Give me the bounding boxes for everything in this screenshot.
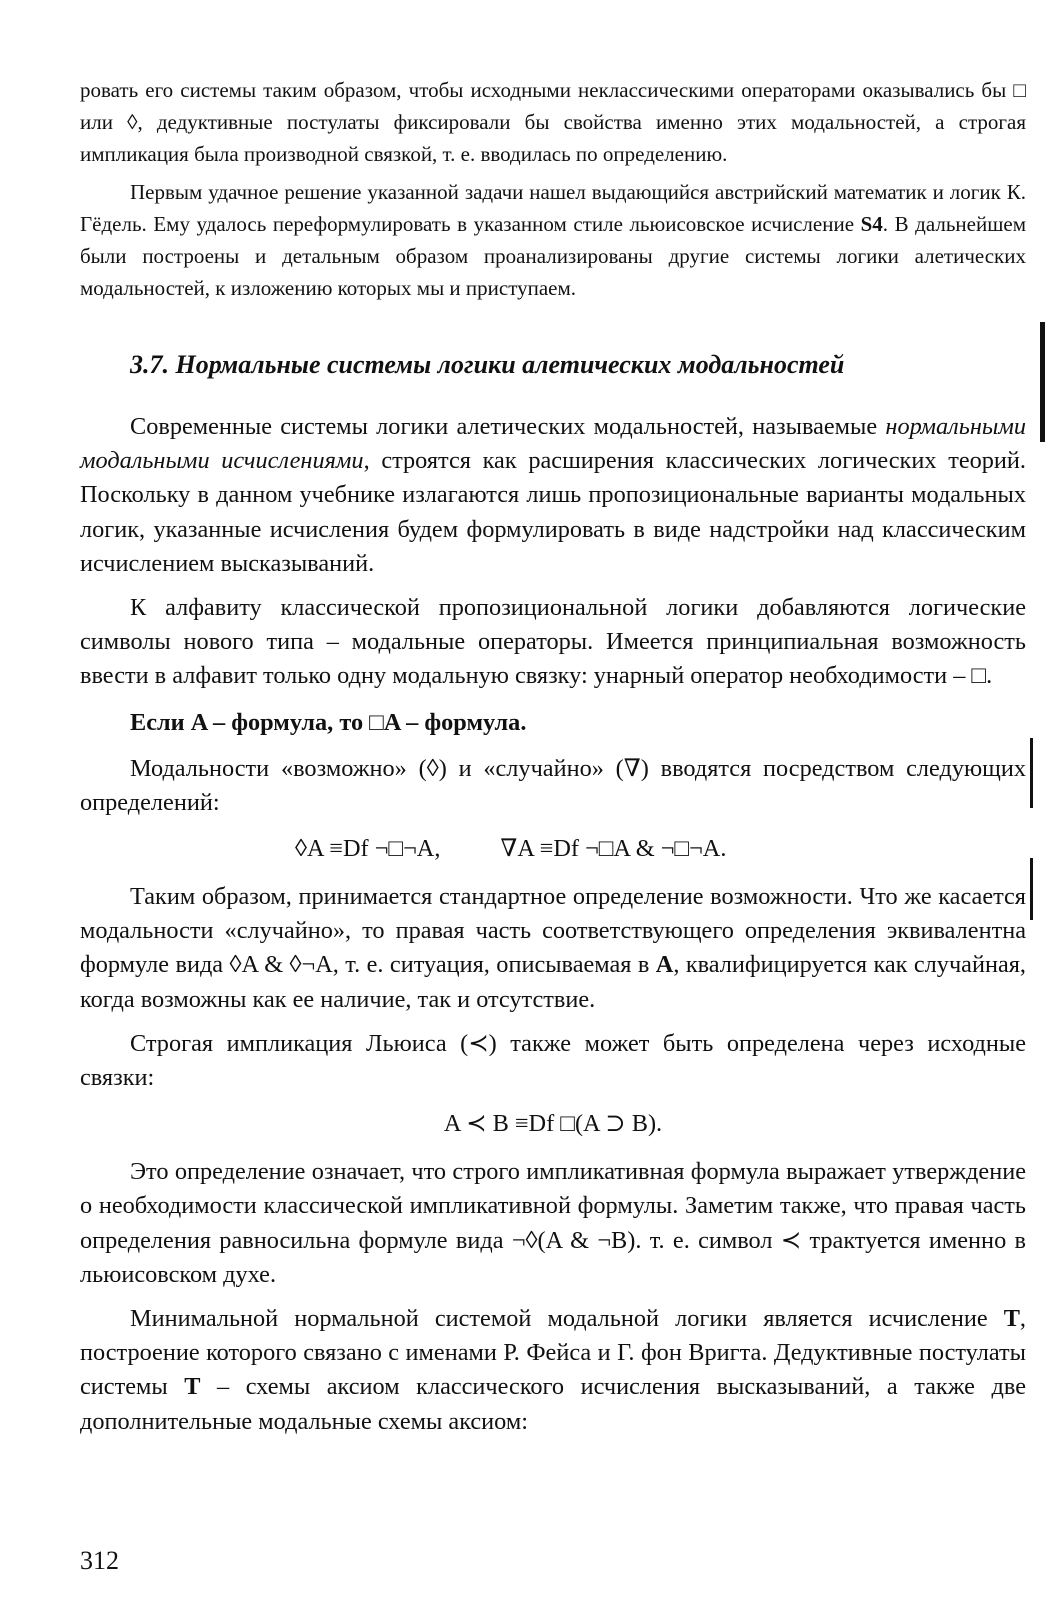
text-span: Таким образом, принимается стандартное определение возможности. Что же касается модальности «случайно», то правая часть соответствующего определения эквивалентна формуле вида: [80, 883, 1026, 979]
definitions-formula: [80, 830, 1026, 868]
text-span: Минимальной нормальной системой модальной логики является исчисление: [130, 1305, 1004, 1333]
body-paragraph-7: [80, 1302, 1026, 1439]
scan-mark: [1030, 738, 1033, 808]
text-span: , т. е. ситуация, описываемая в: [332, 951, 656, 979]
text-span: , квалифицируется как случайная, когда возможны как ее наличие, так и отсутствие.: [80, 951, 1027, 1013]
section-heading: [130, 350, 1026, 380]
text-span: , строятся как расширения классических логических теорий. Поскольку в данном учебнике излагаются лишь пропозициональные варианты модальных логик, указанные исчисления будем формулировать в виде надстройки над классическим исчислением высказываний.: [80, 447, 1026, 577]
text-span: Это определение означает, что строго импликативная формула выражает утверждение о необходимости классической импликативной формулы. Заметим также, что правая часть определения равносильна формуле вида: [80, 1158, 1026, 1254]
text-span: . т. е. символ ≺ трактуется именно в льюисовском духе.: [80, 1226, 1026, 1288]
body-paragraph-4: [80, 880, 1026, 1017]
body-paragraph-3: Модальности «возможно» (◊) и «случайно» (∇) вводятся посредством следующих определений:: [80, 754, 1026, 816]
section-number: 3.7.: [130, 350, 169, 379]
section-title: Нормальные системы логики алетических модальностей: [175, 350, 845, 379]
formation-rule: Если A – формула, то □A – формула.: [130, 708, 527, 736]
intro-paragraph-1: ровать его системы таким образом, чтобы исходными неклассическими операторами оказывались бы □ или ◊, дедуктивные постулаты фиксировали бы свойства именно этих модальностей, а строгая импликация была производной связкой, т. е. вводилась по определению.: [80, 78, 1026, 166]
inline-formula: ◊A & ◊¬A: [229, 951, 333, 979]
body-paragraph-6: [80, 1155, 1026, 1292]
intro-block: [80, 74, 1026, 304]
system-name-s4: S4: [860, 212, 883, 236]
scan-mark: [1030, 858, 1033, 920]
text-span: Первым удачное решение указанной задачи нашел выдающийся австрийский математик и логик К. Гёдель. Ему удалось переформулировать в указанном стиле льюисовское исчисление: [80, 180, 1026, 236]
text-span: , построение которого связано с именами Р. Фейса и Г. фон Вригта. Дедуктивные постулаты системы: [80, 1305, 1026, 1401]
scan-mark: [1040, 322, 1045, 442]
system-name-t: T: [184, 1373, 201, 1401]
page-content: [80, 74, 1026, 1439]
formula-variable: A: [655, 951, 674, 979]
text-span: Современные системы логики алетических модальностей, называемые: [130, 413, 886, 440]
text-span: . В дальнейшем были построены и детальным образом проанализированы другие системы логики алетических модальностей, к изложению которых мы и приступаем.: [80, 212, 1026, 300]
text-span: – схемы аксиом классического исчисления высказываний, а также две дополнительные модальные схемы аксиом:: [80, 1373, 1026, 1435]
term-italic: нормальными модальными исчислениями: [80, 413, 1026, 475]
page-number: 312: [80, 1546, 119, 1575]
intro-paragraph-2: [80, 176, 1026, 304]
strict-implication-formula: A ≺ B ≡Df □(A ⊃ B).: [443, 1110, 663, 1138]
body-paragraph-5: Строгая импликация Льюиса (≺) также может быть определена через исходные связки:: [80, 1029, 1026, 1092]
definition-possible: ◊A ≡Df ¬□¬A,: [295, 835, 441, 863]
body-paragraph-2: К алфавиту классической пропозициональной логики добавляются логические символы нового типа – модальные операторы. Имеется принципиальная возможность ввести в алфавит только одну модальную связку: унарный оператор необходимости – □.: [80, 594, 1026, 690]
inline-formula: ¬◊(A & ¬B): [511, 1226, 636, 1254]
system-name-t: T: [1003, 1305, 1020, 1333]
body-paragraph-1: [80, 410, 1026, 581]
definition-contingent: ∇A ≡Df ¬□A & ¬□¬A.: [500, 835, 727, 863]
section-body: [80, 410, 1026, 1439]
